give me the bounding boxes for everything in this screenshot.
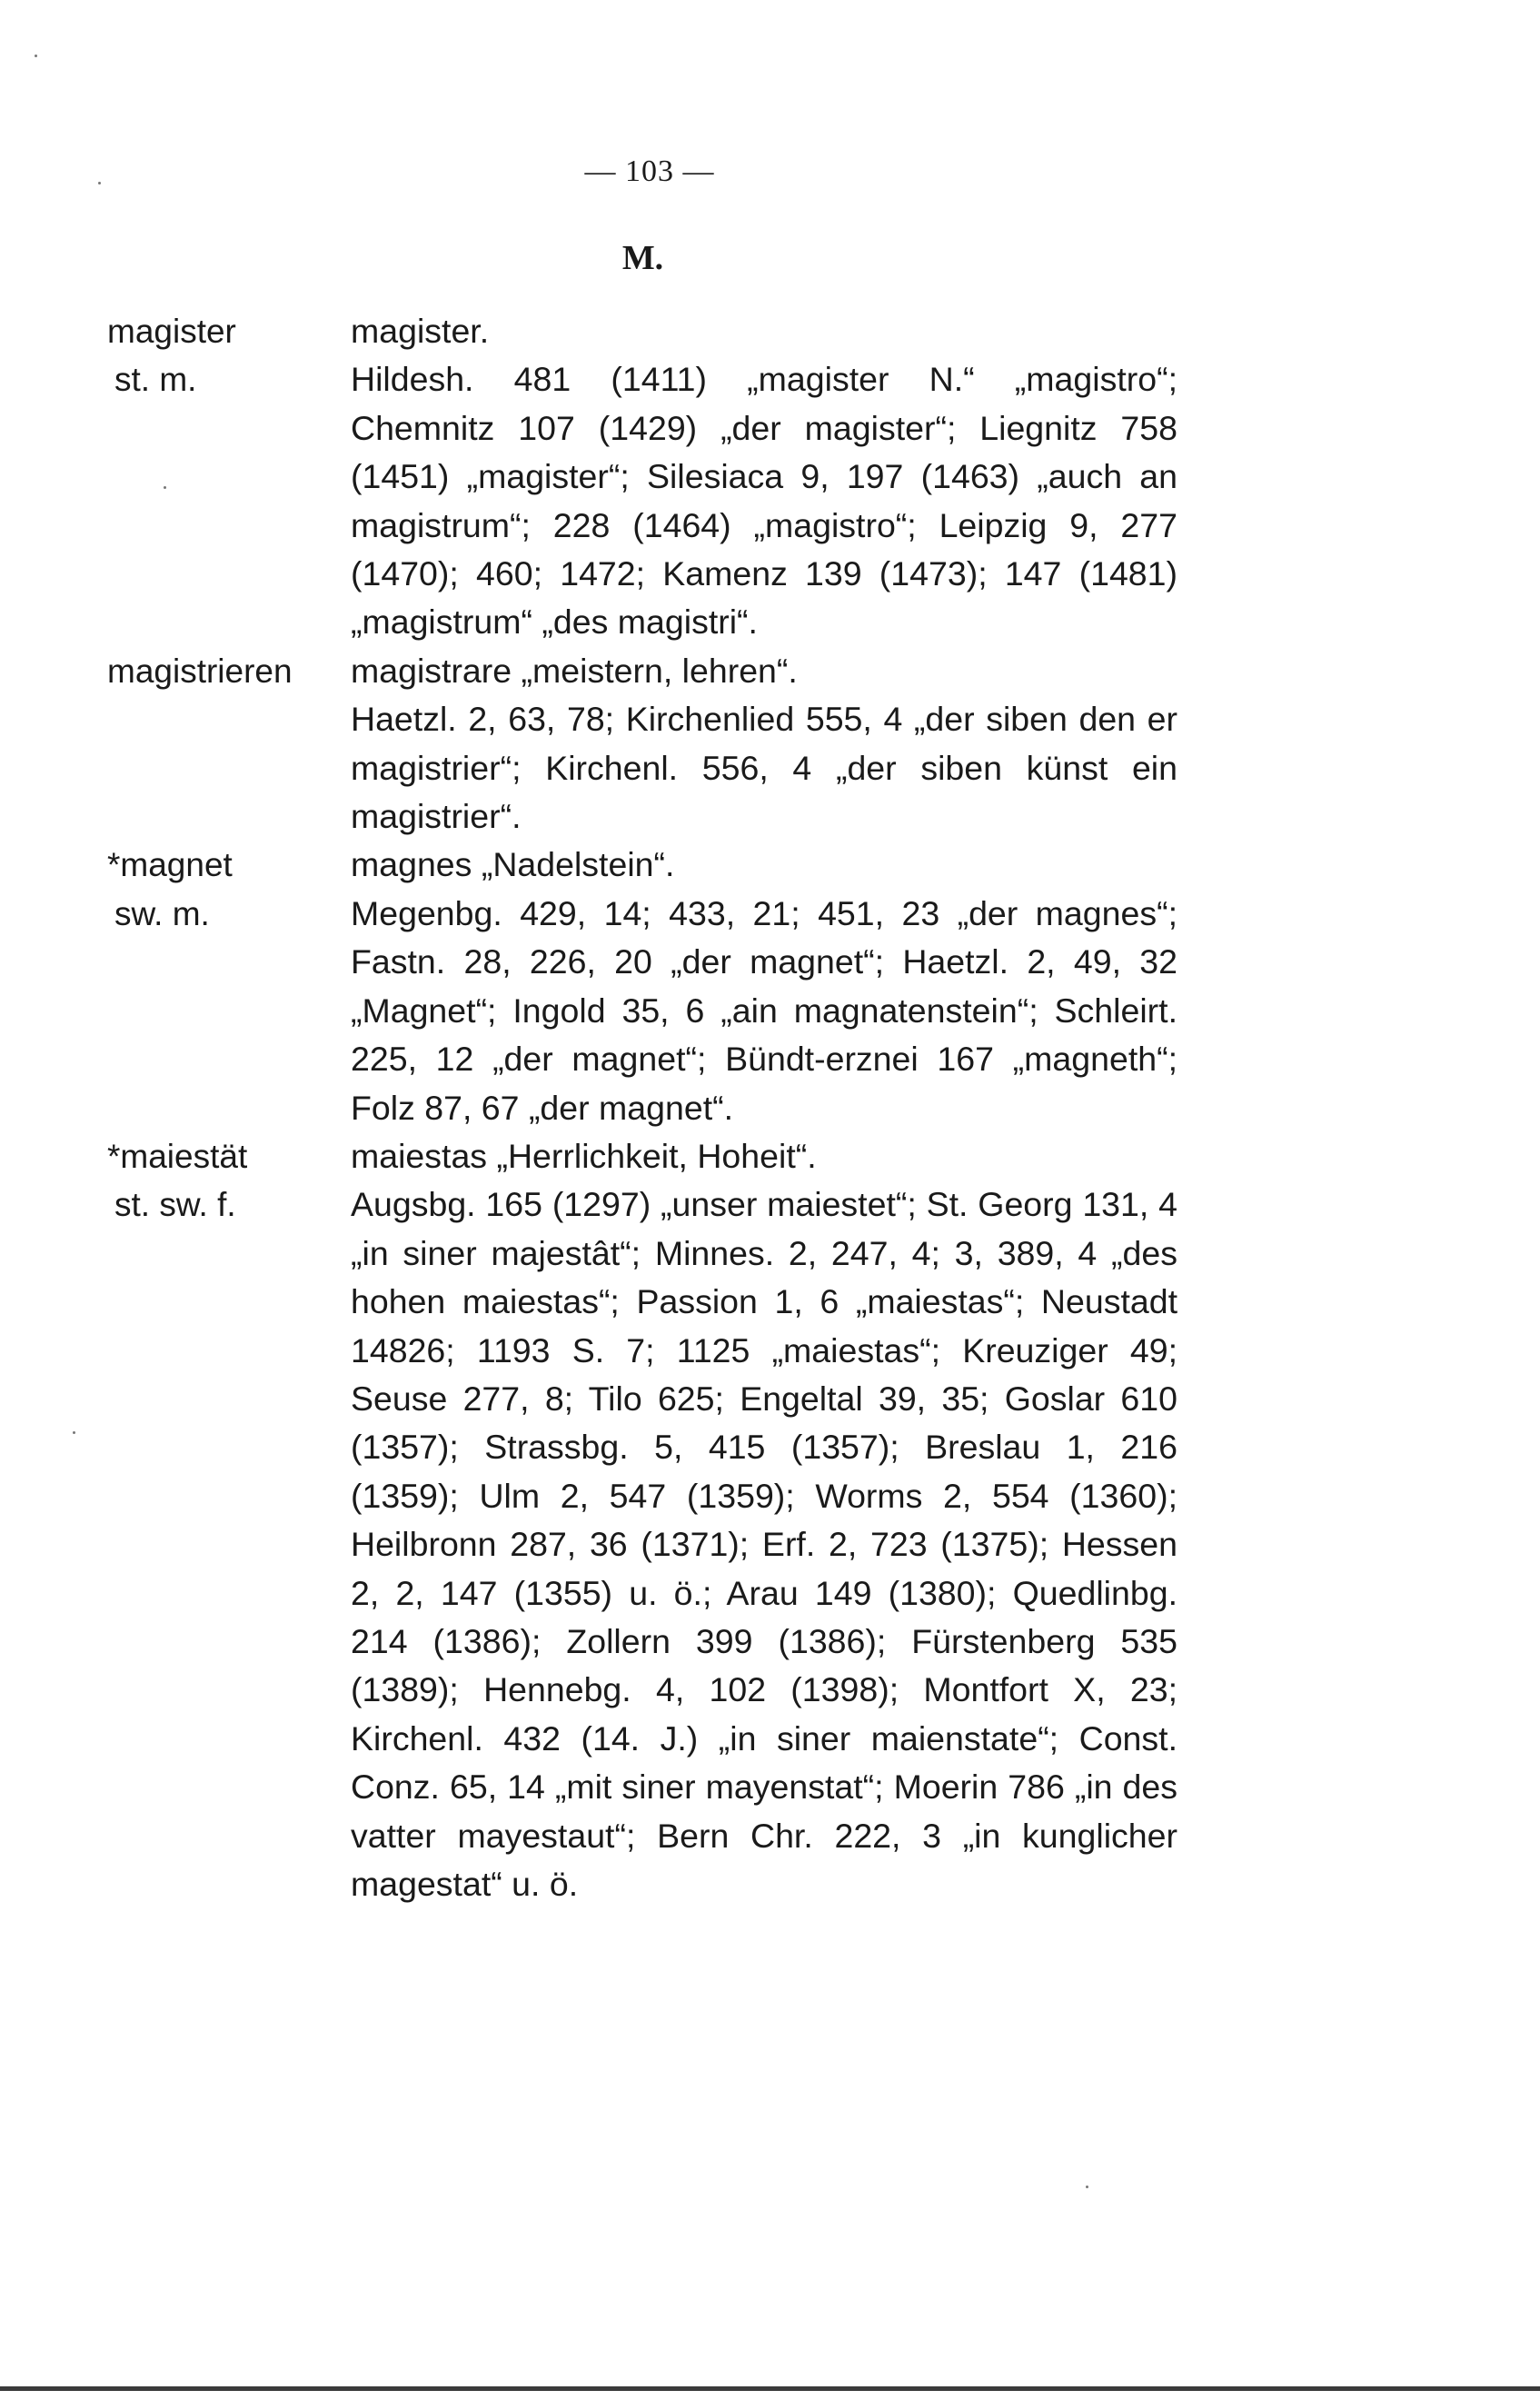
- scan-speck: [73, 1431, 75, 1434]
- entry-magnet: [107, 841, 1197, 1131]
- citations: Haetzl. 2, 63, 78; Kirchenlied 555, 4 „der siben den er magistrier“; Kirchenl. 556, 4 „der siben künst ein magistrier“.: [351, 700, 1177, 836]
- entry-magister: [107, 307, 1197, 647]
- scan-speck: [1086, 2186, 1088, 2188]
- dictionary-entries: [107, 307, 1197, 1908]
- entry-body: [351, 1132, 1177, 1909]
- scan-speck: [164, 486, 166, 489]
- headword-column: [107, 647, 351, 695]
- scan-speck: [98, 182, 101, 184]
- headword-column: [107, 841, 351, 938]
- part-of-speech: sw. m.: [114, 894, 210, 932]
- entry-body: [351, 647, 1177, 841]
- entry-body: [351, 841, 1177, 1131]
- latin-source: maiestas „Herrlichkeit, Hoheit“.: [351, 1136, 817, 1175]
- entry-magistrieren: [107, 647, 1197, 841]
- part-of-speech: st. m.: [114, 361, 197, 399]
- headword: magister: [107, 313, 236, 350]
- headword-column: [107, 307, 351, 404]
- citations: Augsbg. 165 (1297) „unser maiestet“; St. Georg 131, 4 „in siner majestât“; Minnes. 2, 247, 4; 3, 389, 4 „des hohen maiestas“; Passion 1, 6 „maiestas“; Neustadt 14826; 1193 S. 7; 1125 „maiestas“; Kreuziger 49; Seuse 277, 8; Tilo 625; Engeltal 39, 35; Goslar 610 (1357); Strassbg. 5, 415 (1357); Breslau 1, 216 (1359); Ulm 2, 547 (1359); Worms 2, 554 (1360); Heilbronn 287, 36 (1371); Erf. 2, 723 (1375); Hessen 2, 2, 147 (1355) u. ö.; Arau 149 (1380); Quedlinbg. 214 (1386); Zollern 399 (1386); Fürstenberg 535 (1389); Hennebg. 4, 102 (1398); Montfort X, 23; Kirchenl. 432 (14. J.) „in siner maienstate“; Const. Conz. 65, 14 „mit siner mayenstat“; Moerin 786 „in des vatter mayestaut“; Bern Chr. 222, 3 „in kunglicher magestat“ u. ö.: [351, 1185, 1177, 1903]
- entry-maiestaet: [107, 1132, 1197, 1909]
- scan-edge-line: [0, 2386, 1540, 2391]
- scan-speck: [35, 55, 37, 57]
- latin-source: magister.: [351, 312, 490, 350]
- citations: Hildesh. 481 (1411) „magister N.“ „magistro“; Chemnitz 107 (1429) „der magister“; Liegnitz 758 (1451) „magister“; Silesiaca 9, 197 (1463) „auch an magistrum“; 228 (1464) „magistro“; Leipzig 9, 277 (1470); 460; 1472; Kamenz 139 (1473); 147 (1481) „magistrum“ „des magistri“.: [351, 360, 1177, 642]
- latin-source: magnes „Nadelstein“.: [351, 845, 675, 884]
- part-of-speech: st. sw. f.: [114, 1186, 236, 1224]
- entry-body: [351, 307, 1177, 647]
- latin-source: magistrare „meistern, lehren“.: [351, 651, 798, 690]
- section-heading: M.: [621, 239, 664, 277]
- citations: Megenbg. 429, 14; 433, 21; 451, 23 „der magnes“; Fastn. 28, 226, 20 „der magnet“; Haetzl. 2, 49, 32 „Magnet“; Ingold 35, 6 „ain magnatenstein“; Schleirt. 225, 12 „der magnet“; Bündt-erznei 167 „magneth“; Folz 87, 67 „der magnet“.: [351, 893, 1177, 1127]
- headword-column: [107, 1132, 351, 1230]
- page-number: — 103 —: [584, 154, 715, 188]
- headword: *maiestät: [107, 1137, 248, 1175]
- headword: *magnet: [107, 846, 233, 884]
- headword: magistrieren: [107, 652, 293, 690]
